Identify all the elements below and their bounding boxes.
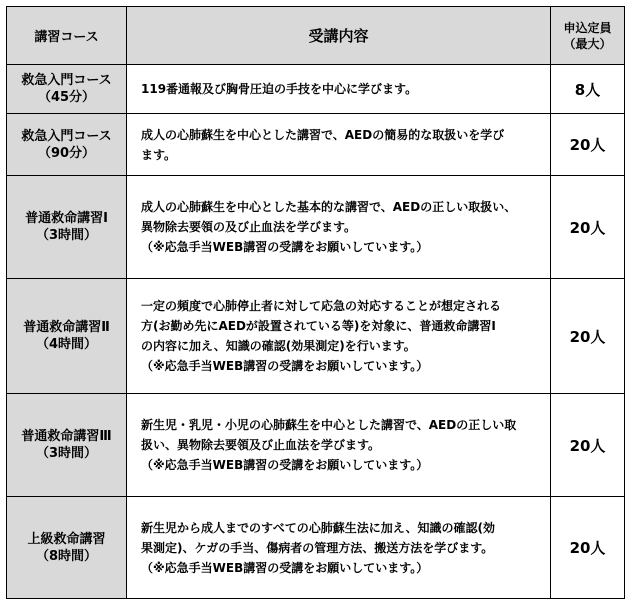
capacity-value: 20人 [551,176,625,279]
capacity-value: 20人 [551,394,625,497]
header-content: 受講内容 [127,7,551,65]
content-line: 成人の心肺蘇生を中心とした基本的な講習で、AEDの正しい取扱い、 [141,200,517,214]
header-row [7,7,625,65]
content-line: 扱い、異物除去要領及び止血法を学びます。 [141,438,381,452]
course-duration: （4時間） [35,337,98,352]
content-line: 新生児から成人までのすべての心肺蘇生法に加え、知識の確認(効 [141,520,495,535]
capacity-value: 20人 [551,279,625,394]
course-title: 普通救命講習Ⅱ [23,320,110,335]
course-name [7,279,127,394]
course-content [127,65,551,114]
content-line: 成人の心肺蘇生を中心とした講習で、AEDの簡易的な取扱いを学び [141,127,505,142]
course-name [7,394,127,497]
table-row [7,279,625,394]
content-line: 方(お勤め先にAEDが設置されている等)を対象に、普通救命講習Ⅰ [141,319,496,333]
content-line: 119番通報及び胸骨圧迫の手技を中心に学びます。 [141,82,418,96]
course-table-wrapper [6,6,624,598]
header-capacity-line2: （最大） [563,36,612,51]
course-duration: （90分） [37,145,96,161]
course-content [127,497,551,599]
capacity-value: 20人 [551,497,625,599]
table-row [7,394,625,497]
course-table [6,6,625,599]
content-line: 異物除去要領の及び止血法を学びます。 [141,220,357,234]
course-duration: （45分） [37,90,96,105]
course-name [7,176,127,279]
course-content [127,176,551,279]
table-row [7,497,625,599]
course-title: 救急入門コース [21,128,112,144]
table-row [7,65,625,114]
content-line: 果測定)、ケガの手当、傷病者の管理方法、搬送方法を学びます。 [141,540,494,555]
course-name [7,65,127,114]
content-line: （※応急手当WEB講習の受講をお願いしています。） [141,560,429,575]
content-line: の内容に加え、知識の確認(効果測定)を行います。 [141,339,416,353]
course-title: 普通救命講習Ⅰ [25,211,108,226]
course-duration: （8時間） [35,548,98,564]
course-title: 普通救命講習Ⅲ [21,429,112,444]
course-name [7,497,127,599]
table-row [7,176,625,279]
course-content [127,394,551,497]
content-line: （※応急手当WEB講習の受講をお願いしています。） [141,458,429,472]
capacity-value: 8人 [551,65,625,114]
course-name [7,114,127,176]
course-title: 上級救命講習 [27,531,106,547]
header-capacity-line1: 申込定員 [563,20,612,35]
course-duration: （3時間） [35,228,98,243]
course-content [127,114,551,176]
header-capacity [551,7,625,65]
course-title: 救急入門コース [21,73,112,88]
course-duration: （3時間） [35,446,98,461]
course-content [127,279,551,394]
table-row [7,114,625,176]
content-line: 一定の頻度で心肺停止者に対して応急の対応することが想定される [141,299,502,313]
content-line: ます。 [141,147,177,162]
header-course: 講習コース [7,7,127,65]
content-line: （※応急手当WEB講習の受講をお願いしています。） [141,359,429,373]
content-line: 新生児・乳児・小児の心肺蘇生を中心とした講習で、AEDの正しい取 [141,418,517,432]
content-line: （※応急手当WEB講習の受講をお願いしています。） [141,240,429,254]
capacity-value: 20人 [551,114,625,176]
